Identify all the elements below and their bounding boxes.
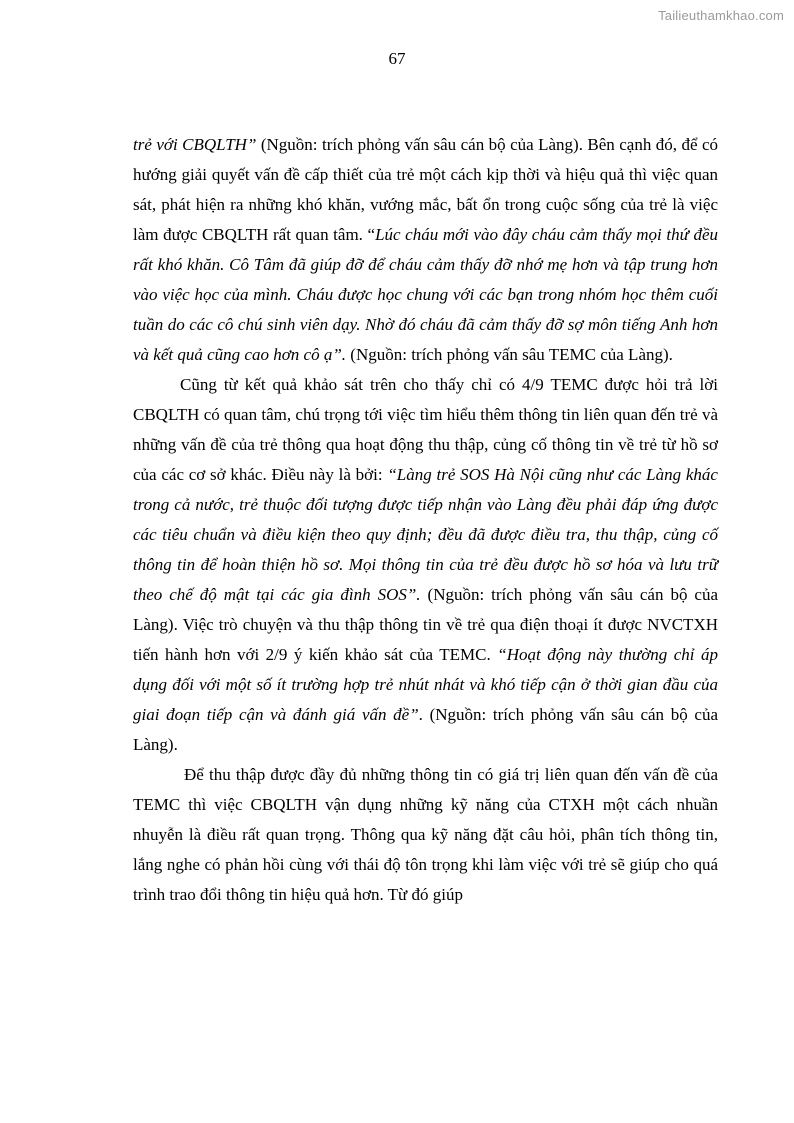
page-number: 67 <box>388 49 406 68</box>
document-body <box>133 130 718 910</box>
text-run: Cũng từ kết quả khảo sát trên cho thấy chỉ có 4/9 TEMC được hỏi trả lời CBQLTH có quan tâm, chú trọng tới việc tìm hiểu thêm thông tin liên quan đến trẻ và những vấn đề của trẻ thông qua hoạt động thu thập, củng cố thông tin về trẻ từ hồ sơ của các cơ sở khác. Điều này là bởi: <box>133 375 718 484</box>
paragraph-1 <box>133 130 718 370</box>
text-run: Để thu thập được đầy đủ những thông tin có giá trị liên quan đến vấn đề của TEMC thì việc CBQLTH vận dụng những kỹ năng của CTXH một cách nhuần nhuyễn là điều rất quan trọng. Thông qua kỹ năng đặt câu hỏi, phân tích thông tin, lắng nghe có phản hồi cùng với thái độ tôn trọng khi làm việc với trẻ sẽ giúp cho quá trình trao đổi thông tin hiệu quả hơn. Từ đó giúp <box>133 765 718 904</box>
paragraph-3 <box>133 760 718 910</box>
text-run: (Nguồn: trích phỏng vấn sâu cán bộ của Làng). Việc trò chuyện và thu thập thông tin về trẻ qua điện thoại ít được NVCTXH tiến hành hơn với 2/9 ý kiến khảo sát của TEMC. <box>133 585 718 664</box>
text-run: “Làng trẻ SOS Hà Nội cũng như các Làng khác trong cả nước, trẻ thuộc đối tượng được tiếp nhận vào Làng đều phải đáp ứng được các tiêu chuẩn và điều kiện theo quy định; đều đã được điều tra, thu thập, củng cố thông tin để hoàn thiện hồ sơ. Mọi thông tin của trẻ đều được hồ sơ hóa và lưu trữ theo chế độ mật tại các gia đình SOS”. <box>133 465 718 604</box>
paragraph-2 <box>133 370 718 760</box>
text-run: . (Nguồn: trích phỏng vấn sâu cán bộ của Làng). <box>133 705 718 754</box>
watermark-text: Tailieuthamkhao.com <box>658 8 784 23</box>
text-run: (Nguồn: trích phỏng vấn sâu cán bộ của Làng). Bên cạnh đó, để có hướng giải quyết vấn đề cấp thiết của trẻ một cách kịp thời và hiệu quả thì việc quan sát, phát hiện ra những khó khăn, vướng mắc, bất ổn trong cuộc sống của trẻ là việc làm được CBQLTH rất quan tâm. “ <box>133 135 719 244</box>
text-run: (Nguồn: trích phỏng vấn sâu TEMC của Làng). <box>346 345 673 364</box>
text-run: Lúc cháu mới vào đây cháu cảm thấy mọi thứ đều rất khó khăn. Cô Tâm đã giúp đỡ để cháu cảm thấy đỡ nhớ mẹ hơn và tập trung hơn vào việc học của mình. Cháu được học chung với các bạn trong nhóm học thêm cuối tuần do các cô chú sinh viên dạy. Nhờ đó cháu đã cảm thấy đỡ sợ môn tiếng Anh hơn và kết quả cũng cao hơn cô ạ”. <box>133 225 718 364</box>
text-run: trẻ với CBQLTH” <box>133 135 257 154</box>
text-run: “Hoạt động này thường chỉ áp dụng đối với một số ít trường hợp trẻ nhút nhát và khó tiếp cận ở thời gian đầu của giai đoạn tiếp cận và đánh giá vấn đề” <box>133 645 719 724</box>
